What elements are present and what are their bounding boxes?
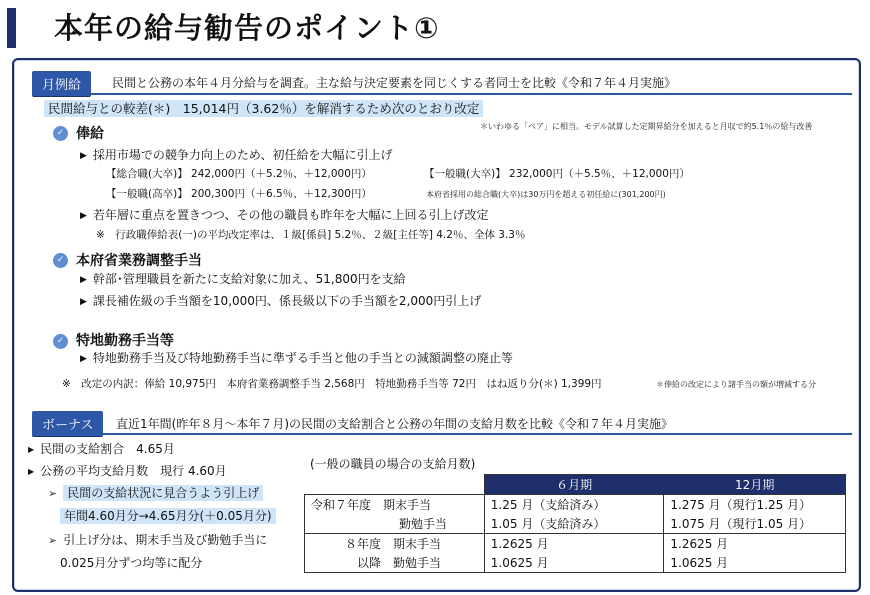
bonus-item-1: ▶ 民間の支給割合 4.65月 (28, 440, 175, 457)
table-row-r8-kimatsu: ８年度 期末手当 (305, 534, 485, 554)
check-icon: ✓ (53, 334, 68, 349)
honpo-bullet-2-note: ※ 行政職俸給表(一)の平均改定率は、１級[係員] 5.2％、２級[主任等] 4.2％、全体 3.3％ (96, 229, 526, 241)
gekkyu-note: ＊いわゆる「ベア」に相当。モデル試算した定期昇給分を加えると月収で約5.1％の給与改善 (480, 122, 813, 131)
honpo-heading: 俸給 (76, 126, 104, 142)
honpo-bullet-1: ▶ 採用市場での競争力向上のため、初任給を大幅に引上げ (80, 146, 392, 163)
title-accent-bar (7, 8, 16, 48)
tokuchi-bullet-1: ▶ 特地勤務手当及び特地勤務手当に準ずる手当と他の手当との減額調整の廃止等 (80, 349, 513, 366)
bonus-sub-2b: 0.025月分ずつ均等に配分 (60, 556, 203, 570)
honpo-row1-b: 【一般職(大卒)】 232,000円（＋5.5％、＋12,000円） (424, 168, 690, 180)
table-row-r7-kimatsu: 令和７年度 期末手当 (305, 495, 485, 515)
honpo-row1-a: 【総合職(大卒)】 242,000円（＋5.2％、＋12,000円） (106, 168, 372, 180)
table-cell: 1.2625 月 (664, 534, 846, 554)
breakdown: ※ 改定の内訳：俸給 10,975円 本府省業務調整手当 2,568円 特地勤務手当等 72円 はね返り分(＊) 1,399円 (62, 378, 602, 390)
gekkyu-highlight: 民間給与との較差(＊) 15,014円（3.62％）を解消するため次のとおり改定 (44, 100, 483, 117)
page-title: 本年の給与勧告のポイント① (54, 11, 440, 45)
honpo-row2-a: 【一般職(高卒)】 200,300円（＋6.5％、＋12,300円） (106, 188, 372, 200)
breakdown-note: ＊俸給の改定により諸手当の額が増減する分 (656, 380, 816, 389)
tokuchi-heading: 特地勤務手当等 (76, 333, 174, 349)
bonus-item-2: ▶ 公務の平均支給月数 現行 4.60月 (28, 462, 227, 479)
table-header-june: ６月期 (484, 475, 664, 495)
check-icon: ✓ (53, 253, 68, 268)
bonus-months-table (304, 474, 846, 573)
bonus-tag: ボーナス (32, 411, 103, 436)
honfusho-bullet-1: ▶ 幹部･管理職員を新たに支給対象に加え、51,800円を支給 (80, 270, 406, 287)
table-header-dec: 12月期 (664, 475, 846, 495)
table-cell: 1.2625 月 (484, 534, 664, 554)
table-row-r8-kinben: 以降 勤勉手当 (305, 553, 485, 573)
table-cell: 1.0625 月 (664, 553, 846, 573)
gekkyu-intro: 民間と公務の本年４月分給与を調査。主な給与決定要素を同じくする者同士を比較《令和７年４月実施》 (112, 76, 677, 90)
honfusho-heading: 本府省業務調整手当 (76, 253, 202, 269)
honpo-row2-note: 本府省採用の総合職(大卒)は30万円を超える初任給に(301,200円) (426, 190, 666, 199)
table-cell: 1.275 月（現行1.25 月） (664, 495, 846, 515)
table-cell: 1.25 月（支給済み） (484, 495, 664, 515)
bonus-sub-2a: 引上げ分は、期末手当及び勤勉手当に (63, 533, 268, 547)
check-icon: ✓ (53, 126, 68, 141)
honpo-bullet-2: ▶ 若年層に重点を置きつつ、その他の職員も昨年を大幅に上回る引上げ改定 (80, 206, 488, 223)
gekkyu-tag: 月例給 (32, 71, 91, 96)
title-bar (0, 0, 870, 52)
table-row-r7-kinben: 勤勉手当 (305, 514, 485, 534)
table-cell: 1.0625 月 (484, 553, 664, 573)
gekkyu-rule (32, 93, 852, 95)
bonus-sub-1b: 年間4.60月分→4.65月分(＋0.05月分) (60, 508, 276, 524)
bonus-rule (32, 433, 852, 435)
bonus-table-caption: (一般の職員の場合の支給月数) (310, 457, 476, 471)
table-cell: 1.075 月（現行1.05 月） (664, 514, 846, 534)
bonus-sub-1a: 民間の支給状況に見合うよう引上げ (63, 485, 263, 501)
table-cell: 1.05 月（支給済み） (484, 514, 664, 534)
honfusho-bullet-2: ▶ 課長補佐級の手当額を10,000円、係長級以下の手当額を2,000円引上げ (80, 292, 481, 309)
bonus-intro: 直近1年間(昨年８月～本年７月)の民間の支給割合と公務の年間の支給月数を比較《令和７年４月実施》 (116, 417, 674, 431)
